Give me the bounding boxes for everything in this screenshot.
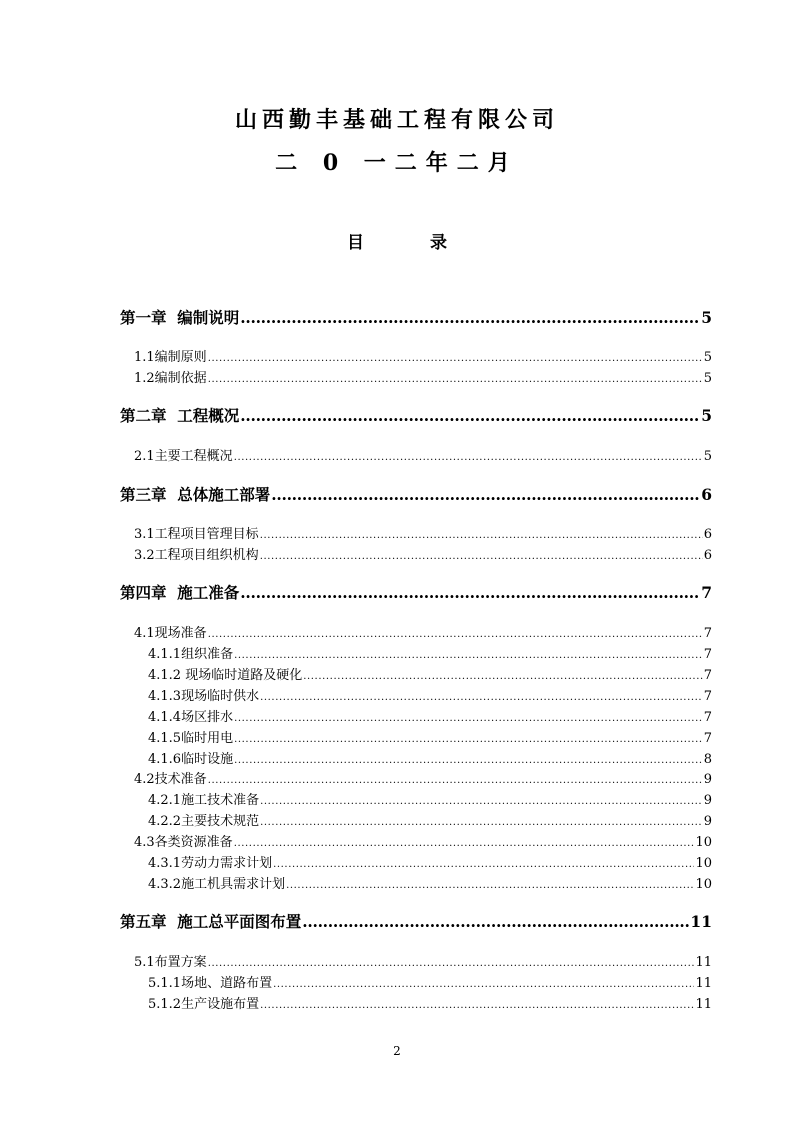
toc-subsection[interactable] <box>148 706 712 726</box>
toc-label: 第二章 工程概况 <box>120 406 240 425</box>
toc-page: 7 <box>703 647 712 662</box>
toc-subsection[interactable] <box>148 810 712 830</box>
toc-leader <box>286 880 694 891</box>
toc-section[interactable] <box>134 951 712 971</box>
toc-page: 7 <box>703 689 712 704</box>
toc-section[interactable] <box>134 544 712 564</box>
toc-label: 3.2工程项目组织机构 <box>134 548 259 563</box>
toc-subsection[interactable] <box>148 852 712 872</box>
toc-leader <box>234 452 703 463</box>
toc-page: 10 <box>695 835 712 850</box>
toc-leader <box>260 551 703 562</box>
toc-label: 1.1编制原则 <box>134 350 207 365</box>
toc-page: 8 <box>703 752 712 767</box>
toc-leader <box>208 353 703 364</box>
toc-leader <box>234 734 703 745</box>
toc-page: 10 <box>695 877 712 892</box>
toc-page: 9 <box>703 793 712 808</box>
toc-chapter-3[interactable] <box>120 483 712 507</box>
toc-label: 4.1.2 现场临时道路及硬化 <box>148 668 303 683</box>
toc-page: 7 <box>703 731 712 746</box>
toc-label: 第五章 施工总平面图布置 <box>120 912 302 931</box>
toc-page: 7 <box>703 710 712 725</box>
toc-label: 4.1现场准备 <box>134 626 207 641</box>
toc-label: 1.2编制依据 <box>134 371 207 386</box>
toc-section[interactable] <box>134 768 712 788</box>
toc-chapter-4[interactable] <box>120 581 712 605</box>
toc-label: 第一章 编制说明 <box>120 308 240 327</box>
toc-leader <box>234 838 695 849</box>
toc-leader <box>260 692 703 703</box>
page-number: 2 <box>393 1044 401 1058</box>
toc-page: 5 <box>703 350 712 365</box>
toc-subsection[interactable] <box>148 748 712 768</box>
toc-page: 9 <box>703 814 712 829</box>
toc-subsection[interactable] <box>148 727 712 747</box>
toc-page: 6 <box>701 485 712 504</box>
toc-page: 11 <box>695 997 712 1012</box>
toc-page: 7 <box>701 583 712 602</box>
toc-label: 4.1.3现场临时供水 <box>148 689 260 704</box>
toc-section[interactable] <box>134 831 712 851</box>
toc-label: 3.1工程项目管理目标 <box>134 527 259 542</box>
toc-page: 11 <box>695 976 712 991</box>
toc-label: 第四章 施工准备 <box>120 583 240 602</box>
toc-page: 9 <box>703 772 712 787</box>
toc-leader <box>240 406 700 425</box>
toc-section[interactable] <box>134 367 712 387</box>
company-name: 山西勤丰基础工程有限公司 <box>234 107 559 133</box>
toc-chapter-1[interactable] <box>120 306 712 330</box>
toc-section[interactable] <box>134 523 712 543</box>
toc-label: 4.1.6临时设施 <box>148 752 234 767</box>
toc-leader <box>234 755 703 766</box>
toc-subsection[interactable] <box>148 972 712 992</box>
toc-subsection[interactable] <box>148 664 712 684</box>
toc-leader <box>260 1000 694 1011</box>
toc-label: 4.1.1组织准备 <box>148 647 234 662</box>
toc-leader <box>271 485 700 504</box>
toc-leader <box>273 979 694 990</box>
toc-leader <box>208 775 703 786</box>
toc-leader <box>303 671 703 682</box>
toc-leader <box>273 859 694 870</box>
toc-subsection[interactable] <box>148 643 712 663</box>
toc-leader <box>260 530 703 541</box>
toc-label: 4.3各类资源准备 <box>134 835 233 850</box>
toc-page: 5 <box>703 449 712 464</box>
toc-leader <box>302 912 689 931</box>
toc-label: 5.1.2生产设施布置 <box>148 997 260 1012</box>
toc-page: 5 <box>703 371 712 386</box>
toc-leader <box>240 308 700 327</box>
toc-subsection[interactable] <box>148 685 712 705</box>
toc-label: 第三章 总体施工部署 <box>120 485 271 504</box>
toc-leader <box>240 583 700 602</box>
toc-chapter-5[interactable] <box>120 910 712 934</box>
toc-page: 10 <box>695 856 712 871</box>
toc-label: 4.3.2施工机具需求计划 <box>148 877 286 892</box>
toc-leader <box>260 796 703 807</box>
toc-leader <box>208 958 695 969</box>
toc-label: 4.1.5临时用电 <box>148 731 234 746</box>
toc-label: 2.1主要工程概况 <box>134 449 233 464</box>
toc-page: 6 <box>703 548 712 563</box>
toc-leader <box>260 817 703 828</box>
toc-section[interactable] <box>134 445 712 465</box>
toc-page: 5 <box>701 406 712 425</box>
toc-leader <box>208 374 703 385</box>
toc-page: 5 <box>701 308 712 327</box>
toc-subsection[interactable] <box>148 873 712 893</box>
toc-page: 7 <box>703 626 712 641</box>
toc-page: 11 <box>690 912 712 931</box>
toc-label: 4.2技术准备 <box>134 772 207 787</box>
toc-label: 5.1.1场地、道路布置 <box>148 976 273 991</box>
toc-label: 4.2.1施工技术准备 <box>148 793 260 808</box>
toc-subsection[interactable] <box>148 789 712 809</box>
toc-page: 11 <box>695 955 712 970</box>
toc-section[interactable] <box>134 622 712 642</box>
toc-leader <box>208 629 703 640</box>
toc-page: 7 <box>703 668 712 683</box>
toc-label: 4.2.2主要技术规范 <box>148 814 260 829</box>
toc-section[interactable] <box>134 346 712 366</box>
toc-label: 4.1.4场区排水 <box>148 710 234 725</box>
toc-label: 5.1布置方案 <box>134 955 207 970</box>
toc-chapter-2[interactable] <box>120 404 712 428</box>
toc-leader <box>234 713 703 724</box>
toc-leader <box>234 650 703 661</box>
toc-subsection[interactable] <box>148 993 712 1013</box>
toc-label: 4.3.1劳动力需求计划 <box>148 856 273 871</box>
toc-page: 6 <box>703 527 712 542</box>
document-date: 二 0 一二年二月 <box>275 150 519 176</box>
toc-title: 目 录 <box>347 233 477 253</box>
